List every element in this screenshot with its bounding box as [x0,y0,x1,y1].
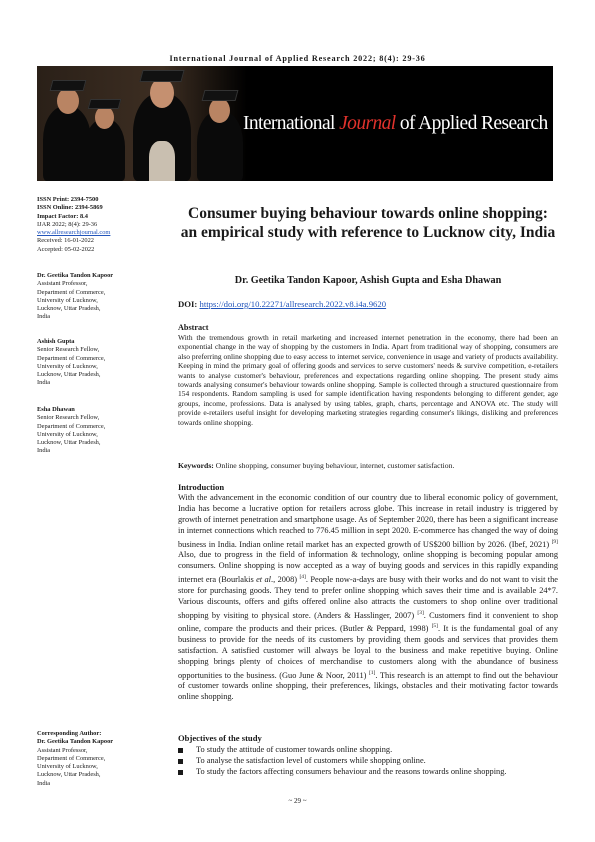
objective-item: To study the factors affecting consumers behaviour and the reasons towards online shopping. [178,767,558,778]
issn-print: ISSN Print: 2394-7500 [37,196,99,203]
affiliation-line: Assistant Professor, [37,280,88,288]
affiliation-line: University of Lucknow, [37,430,98,438]
intro-text-run: ., 2008) [271,574,300,584]
article-metadata [37,196,149,254]
impact-factor: Impact Factor: 8.4 [37,212,88,220]
abstract-heading: Abstract [178,323,209,332]
corresponding-line: India [37,779,51,787]
citation-ref: [9] [551,538,558,545]
journal-banner [37,66,553,181]
graduates-photo [37,66,247,181]
issn-online: ISSN Online: 2394-5869 [37,204,103,212]
objectives-list [178,745,558,778]
objective-item: To study the attitude of customer towards online shopping. [178,745,558,756]
banner-journal-name: International Journal of Applied Research [243,113,548,134]
author-affiliation [37,338,149,388]
doi-label: DOI: [178,299,198,309]
paper-title: Consumer buying behaviour towards online shopping: an empirical study with reference to Lucknow city, India [180,205,556,241]
journal-header: International Journal of Applied Research 2022; 8(4): 29-36 [169,54,426,63]
introduction-heading: Introduction [178,482,225,492]
citation-ref: [1] [368,669,376,676]
corresponding-label: Corresponding Author: [37,730,102,737]
doi-line [178,299,558,309]
bullet-icon [178,748,183,753]
italic-text: et al [256,574,272,584]
keywords-text: Online shopping, consumer buying behaviour, internet, customer satisfaction. [215,461,455,470]
citation-ref: [3] [417,609,424,616]
affiliation-line: India [37,313,51,321]
corresponding-author [37,730,149,788]
introduction-text [178,493,558,703]
affiliation-author-name: Esha Dhawan [37,406,75,413]
intro-text-run: . People now-a-days are busy with their works and do not want to visit the store for purchasing goods. They tend to prefer online shopping which saves their time and is available 24*7. Various discounts, offers and gifts offered online also attracts the customers to shop online over traditional shopping by visiting to physical store. (Anders & Hasslinger, 2007) [178,574,559,620]
intro-text-run: . It is the fundamental goal of any business to provide for the needs of its customers by providing them goods and services that provides them satisfaction. A satisfied customer will always be loyal to the business and make repetitive buying. Online shopping brings plenty of choices of merchandise to customers along with the abundance of business opportunities to the business. (Guo June & Noor, 2011) [178,624,559,680]
corresponding-line: Assistant Professor, [37,746,88,754]
affiliation-line: Department of Commerce, [37,354,106,362]
affiliation-line: Lucknow, Uttar Pradesh, [37,305,101,313]
intro-text-run: . This research is an attempt to find out the behaviour of customer towards online shopping, their preferences, likings, obstacles and their motivating factor towards online shopping. [178,670,559,702]
doi-link[interactable]: https://doi.org/10.22271/allresearch.2022.v8.i4a.9620 [199,299,387,309]
page-number: ~ 29 ~ [288,797,307,805]
journal-website-link[interactable]: www.allresearchjournal.com [37,229,111,237]
journal-volume: IJAR 2022; 8(4): 29-36 [37,220,98,228]
intro-text-run: . Customers find it convenient to shop online, compare the products and their prices. (Butler & Peppard, 1998) [178,610,558,634]
received-date: Received: 16-01-2022 [37,237,94,245]
corresponding-name: Dr. Geetika Tandon Kapoor [37,738,114,746]
author-affiliation [37,272,149,322]
affiliation-line: Lucknow, Uttar Pradesh, [37,439,101,447]
corresponding-line: Department of Commerce, [37,754,106,762]
objective-item: To analyse the satisfaction level of customers while shopping online. [178,756,558,767]
affiliation-line: University of Lucknow, [37,296,98,304]
intro-text-run: With the advancement in the economic condition of our country due to liberal economic policy of government, India has become a lucrative option for retailers across globe. This increase in retail industry is triggered by growth of internet penetration and smartphone usage. As of September 2020, there has been a significant increase in internet connections which reached to 776.45 million in sept 2020. E-commerce has changed the way of doing business in India. Indian online retail market has an expected growth of US$200 billion by 2026. (Ibef, 2021) [178,493,558,549]
affiliation-line: Department of Commerce, [37,422,106,430]
bullet-icon [178,770,183,775]
corresponding-line: Lucknow, Uttar Pradesh, [37,771,101,779]
affiliation-line: Senior Research Fellow, [37,346,100,354]
accepted-date: Accepted: 05-02-2022 [37,245,95,253]
affiliation-line: Department of Commerce, [37,288,106,296]
bullet-icon [178,759,183,764]
corresponding-line: University of Lucknow, [37,763,98,771]
keywords-label: Keywords: [178,461,214,470]
paper-authors: Dr. Geetika Tandon Kapoor, Ashish Gupta and Esha Dhawan [234,275,502,286]
affiliation-author-name: Dr. Geetika Tandon Kapoor [37,272,114,279]
abstract-text: With the tremendous growth in retail marketing and increased internet penetration in the economy, there had been an exponential change in the way of shopping by the customers in India. Apart from traditional way of shopping, consumers are also preferring online shopping due to easy access to internet service, convenience in usage and variety of products availability. Keeping in mind the primary goal of offering goods and services to serve customers' needs & survive competition, e-retailers wants to analyse customer's behaviour, preferences and expectations regarding online shopping. The present study aims towards analysing consumer's behaviour towards online shopping. Sample is collected through a structured questionnaire from 154 respondents. Random sampling is used for sample identification having respondents belonging to different gender, age groups, income, professions. Data is analysed by using tables, graph, charts, percentage and ANOVA etc. The study will provide e-retailers useful insight for developing marketing strategies regarding consumer's likings, disliking and preferences towards online shopping. [178,333,558,427]
objectives-heading: Objectives of the study [178,733,262,743]
affiliation-author-name: Ashish Gupta [37,338,75,345]
citation-ref: [5] [431,623,438,630]
keywords [178,461,558,470]
affiliation-line: India [37,447,51,455]
affiliation-line: India [37,379,51,387]
affiliation-line: Senior Research Fellow, [37,414,100,422]
citation-ref: [4] [299,574,306,581]
intro-text-run: Also, due to progress in the field of information & technology, online shopping is becoming popular among consumers. Online shopping is now accepted as a way of buying goods and services in this rapidly expanding internet era (Bourlakis [178,550,558,584]
author-affiliation [37,406,149,456]
affiliation-line: University of Lucknow, [37,362,98,370]
affiliation-line: Lucknow, Uttar Pradesh, [37,371,101,379]
